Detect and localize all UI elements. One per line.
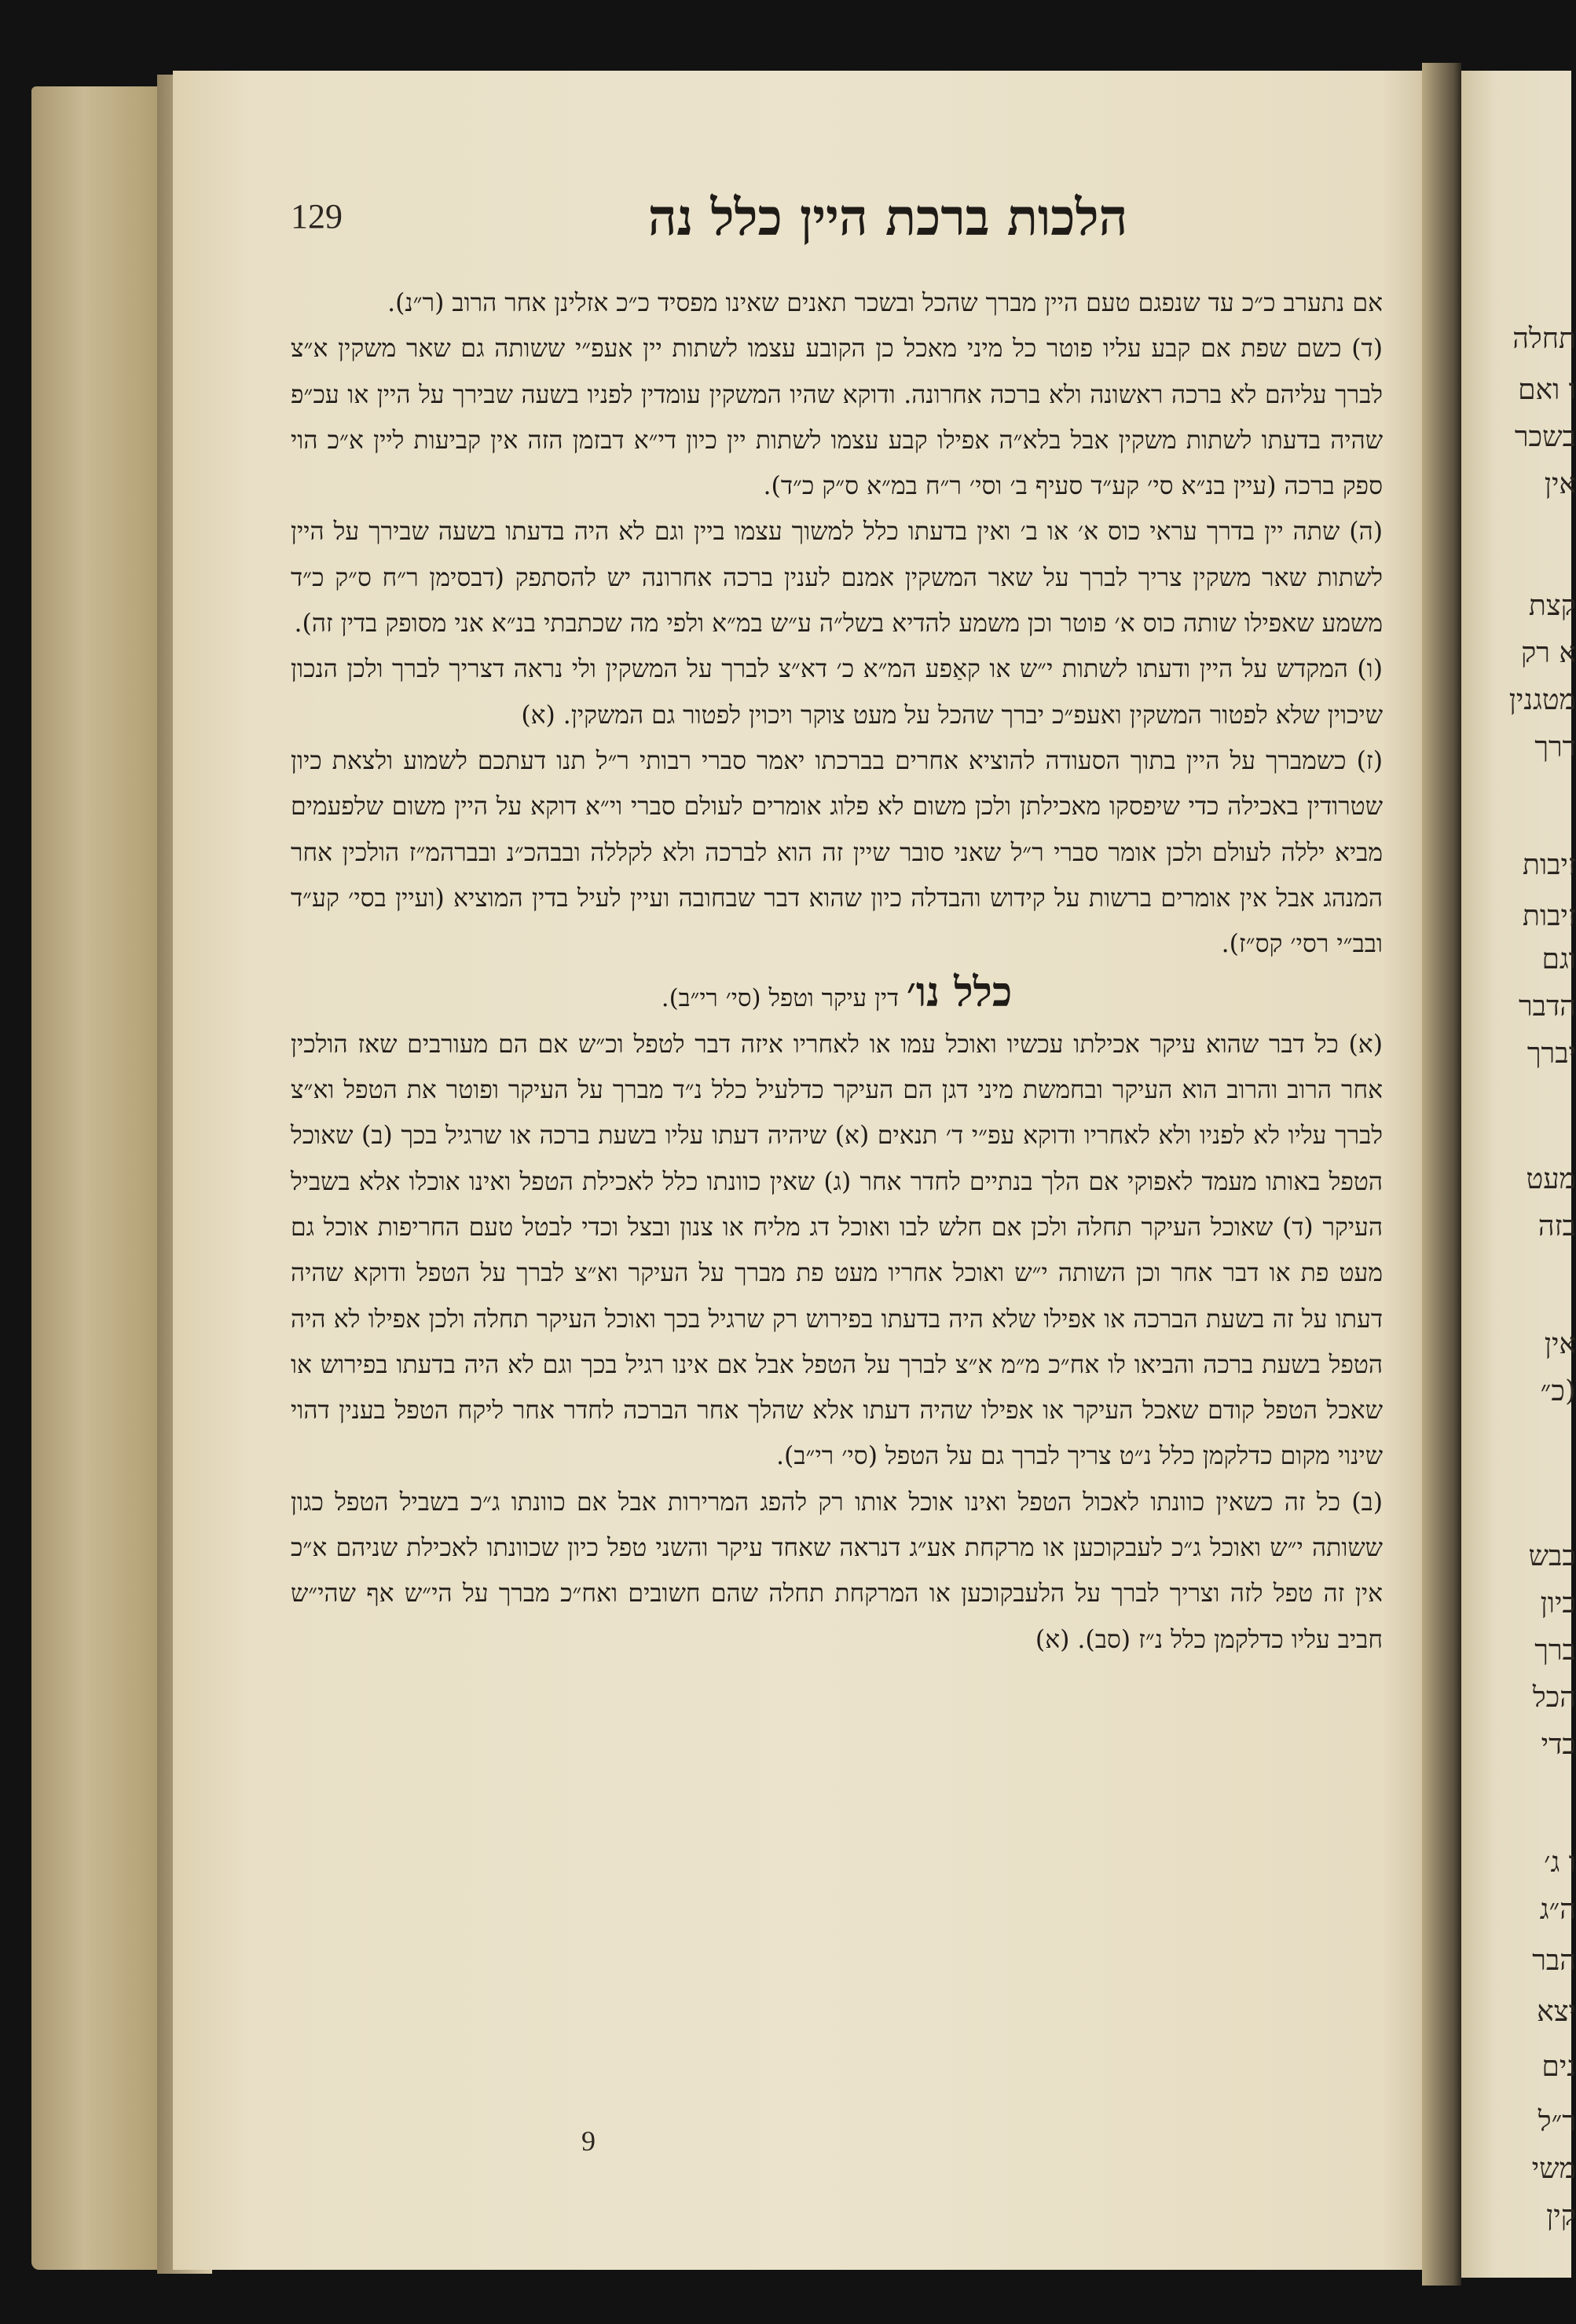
facing-page-text-fragment: תחלה (1512, 323, 1576, 355)
facing-page-text-fragment: כבש (1528, 1540, 1576, 1572)
facing-page-text-fragment: יברך (1527, 1038, 1576, 1070)
facing-page-text-fragment: ו ג׳ (1544, 1846, 1576, 1879)
facing-page-text-fragment: דרך (1534, 731, 1576, 763)
paragraph: (ז) כשמברך על היין בתוך הסעודה להוציא אחרים בברכתו יאמר סברי רבותי ר״ל תנו דעתכם לשמוע ולצאת כיון שטרודין באכילה כדי שיפסקו מאכילתן ולכן משום לא פלוג אומרים לעולם סברי וי״א דוקא על היין משום שלפעמים מביא יללה לעולם ולכן אומר סברי ר״ל שאני סובר שיין זה הוא לברכה ולא לקללה ובבהכ״נ ובברהמ״ז הולכין אחר המנהג אבל אין אומרים ברשות על קידוש והבדלה כיון שהוא דבר שבחובה ועיין לעיל בדין המוציא (ועיין בסי׳ קע״ד ובב״י רסי׳ קס״ז). (291, 746, 1383, 959)
paragraph: (ד) כשם שפת אם קבע עליו פוטר כל מיני מאכל כן הקובע עצמו לשתות יין אעפ״י ששותה גם שאר משקין א״צ לברך עליהם לא ברכה ראשונה ולא ברכה אחרונה. ודוקא שהיו המשקין עומדין לפניו בשעה שבירך על היין או עכ״פ שהיה בדעתו לשתות משקין אבל בלא״ה אפילו קבע עצמו לשתות יין כיון די״א דבזמן הזה אין קביעות ליין א״כ הוי ספק ברכה (עיין בנ״א סי׳ קע״ד סעיף ב׳ וסי׳ ר״ח במ״א ס״ק כ״ד). (291, 335, 1383, 501)
facing-page-text-fragment: הדבר (1518, 990, 1576, 1023)
paragraph: אם נתערב כ״כ עד שנפגם טעם היין מברך שהכל ובשכר תאנים שאינו מפסיד כ״כ אזלינן אחר הרוב (ר״נ). (387, 289, 1383, 317)
facing-page-text-fragment: אין (1544, 468, 1576, 500)
facing-page-text-fragment: זיבות (1523, 849, 1576, 881)
section-subtitle: דין עיקר וטפל (סי׳ רי״ב). (661, 984, 899, 1013)
facing-page-text-fragment: הכל (1532, 1682, 1576, 1714)
paragraph: (ו) המקדש על היין ודעתו לשתות י״ש או קאַפע המ״א כ׳ דא״צ לברך על המשקין ולי נראה דצריך לברך ולכן הנכון שיכוין שלא לפטור המשקין ואעפ״כ יברך שהכל על מעט צוקר ויכוין לפטור גם המשקין. (א) (291, 655, 1383, 730)
facing-page-text-fragment: הבר (1532, 1945, 1576, 1977)
paragraph: (א) כל דבר שהוא עיקר אכילתו עכשיו ואוכל עמו או לאחריו איזה דבר לטפל וכ״ש אם הם מעורבים שאז הולכין אחר הרוב והרוב הוא העיקר ובחמשת מיני דגן הם העיקר כדלעיל כלל נ״ד מברך על העיקר ופוטר את הטפל וא״צ לברך עליו לא לפניו ולא לאחריו ודוקא עפ״י ד׳ תנאים (א) שיהיה דעתו עליו בשעת ברכה או שרגיל בכך (ב) שאוכל הטפל באותו מעמד לאפוקי אם הלך בנתיים לחדר אחר (ג) שאין כוונתו כלל לאכילת הטפל ואינו אוכלו אלא בשביל העיקר (ד) שאוכל העיקר תחלה ולכן אם חלש לבו ואוכל דג מליח או צנון ובצל וכדי לבטל טעם החריפות אוכל גם מעט פת או דבר אחר וכן השותה י״ש ואוכל אחריו מעט פת מברך על העיקר וא״צ לברך על הטפל ודוקא שהיה דעתו על זה בשעת הברכה או אפילו שלא היה בדעתו בפירוש רק שרגיל בכך ואוכל העיקר תחלה ולכן אפילו לא היה הטפל בשעת ברכה והביאו לו אח״כ מ״מ א״צ לברך על הטפל אבל אם אינו רגיל בכך וגם לא היה בדעתו בפירוש או שאכל הטפל קודם שאכל העיקר או אפילו שהיה דעתו אלא שהלך אחר הברכה לחדר אחר ליקח הטפל בענין דהוי שינוי מקום כדלקמן כלל נ״ט צריך לברך גם על הטפל (סי׳ רי״ב). (291, 1030, 1383, 1471)
facing-page-text-fragment: משי (1531, 2153, 1576, 2185)
facing-page-text-fragment: א רק (1521, 637, 1576, 669)
facing-page-text-fragment: כיון (1540, 1587, 1576, 1619)
facing-page-text-fragment: כדי (1541, 1729, 1576, 1761)
facing-page-text-fragment: יצא (1537, 1996, 1576, 2028)
facing-page-text-fragment: וגם (1541, 943, 1576, 975)
paragraph: (ב) כל זה כשאין כוונתו לאכול הטפל ואינו אוכל אותו רק להפג המרירות אבל אם כוונתו ג״כ בשביל הטפל כגון ששותה י״ש ואוכל ג״כ לעבקוכען או מרקחת אע״ג דנראה שאחד עיקר והשני טפל כיון שכוונתו לאכילת שניהם א״כ אין זה טפל לזה וצריך לברך על הלעבקוכען או המרקחת תחלה שהם חשובים ואח״כ מברך על הי״ש אף שהי״ש חביב עליו כדלקמן כלל נ״ז (סב). (א) (291, 1488, 1383, 1654)
section-heading (291, 970, 1383, 1021)
facing-page-text-fragment: קצת (1528, 590, 1576, 622)
facing-page-text-fragment: נים (1541, 2051, 1576, 2083)
facing-page-text-fragment: ה״ג (1539, 1894, 1576, 1926)
running-head: הלכות ברכת היין כלל נה (647, 188, 1128, 247)
page-number: 129 (291, 197, 343, 236)
facing-page-text-fragment: מעט (1526, 1163, 1576, 1195)
facing-page-text-fragment: מטגנין (1508, 684, 1576, 716)
paragraph: (ה) שתה יין בדרך עראי כוס א׳ או ב׳ ואין בדעתו כלל למשוך עצמו ביין וגם לא היה בדעתו בשעה שבירך על היין לשתות שאר משקין צריך לברך על שאר המשקין אמנם לענין ברכה אחרונה יש להסתפק (דבסימן ר״ח ס״ק כ״ד משמע שאפילו שותה כוס א׳ פוטר וכן משמע להדיא בשל״ה ע״ש במ״א ולפי מה שכתבתי בנ״א אני מסופק בדין זה). (291, 518, 1383, 639)
facing-page-text-fragment: בשכר (1514, 421, 1576, 453)
facing-page-text-fragment: קין (1546, 2200, 1576, 2232)
facing-page-text-fragment: ו ואם (1518, 374, 1576, 406)
section-title: כלל נו׳ (906, 968, 1013, 1017)
facing-page-text-fragment: אין (1544, 1328, 1576, 1360)
facing-page-text-fragment: ברך (1534, 1634, 1576, 1667)
main-text (291, 192, 1383, 1663)
facing-page-fragment (1461, 71, 1576, 2278)
facing-page-text-fragment: זיבות (1523, 900, 1576, 932)
book-gutter (1422, 63, 1461, 2286)
facing-page-text-fragment: (כ״ (1540, 1375, 1576, 1407)
facing-page-text-fragment: ר״ל (1538, 2106, 1576, 2138)
signature-mark: 9 (581, 2125, 596, 2157)
facing-page-text-fragment: בזה (1538, 1210, 1576, 1243)
